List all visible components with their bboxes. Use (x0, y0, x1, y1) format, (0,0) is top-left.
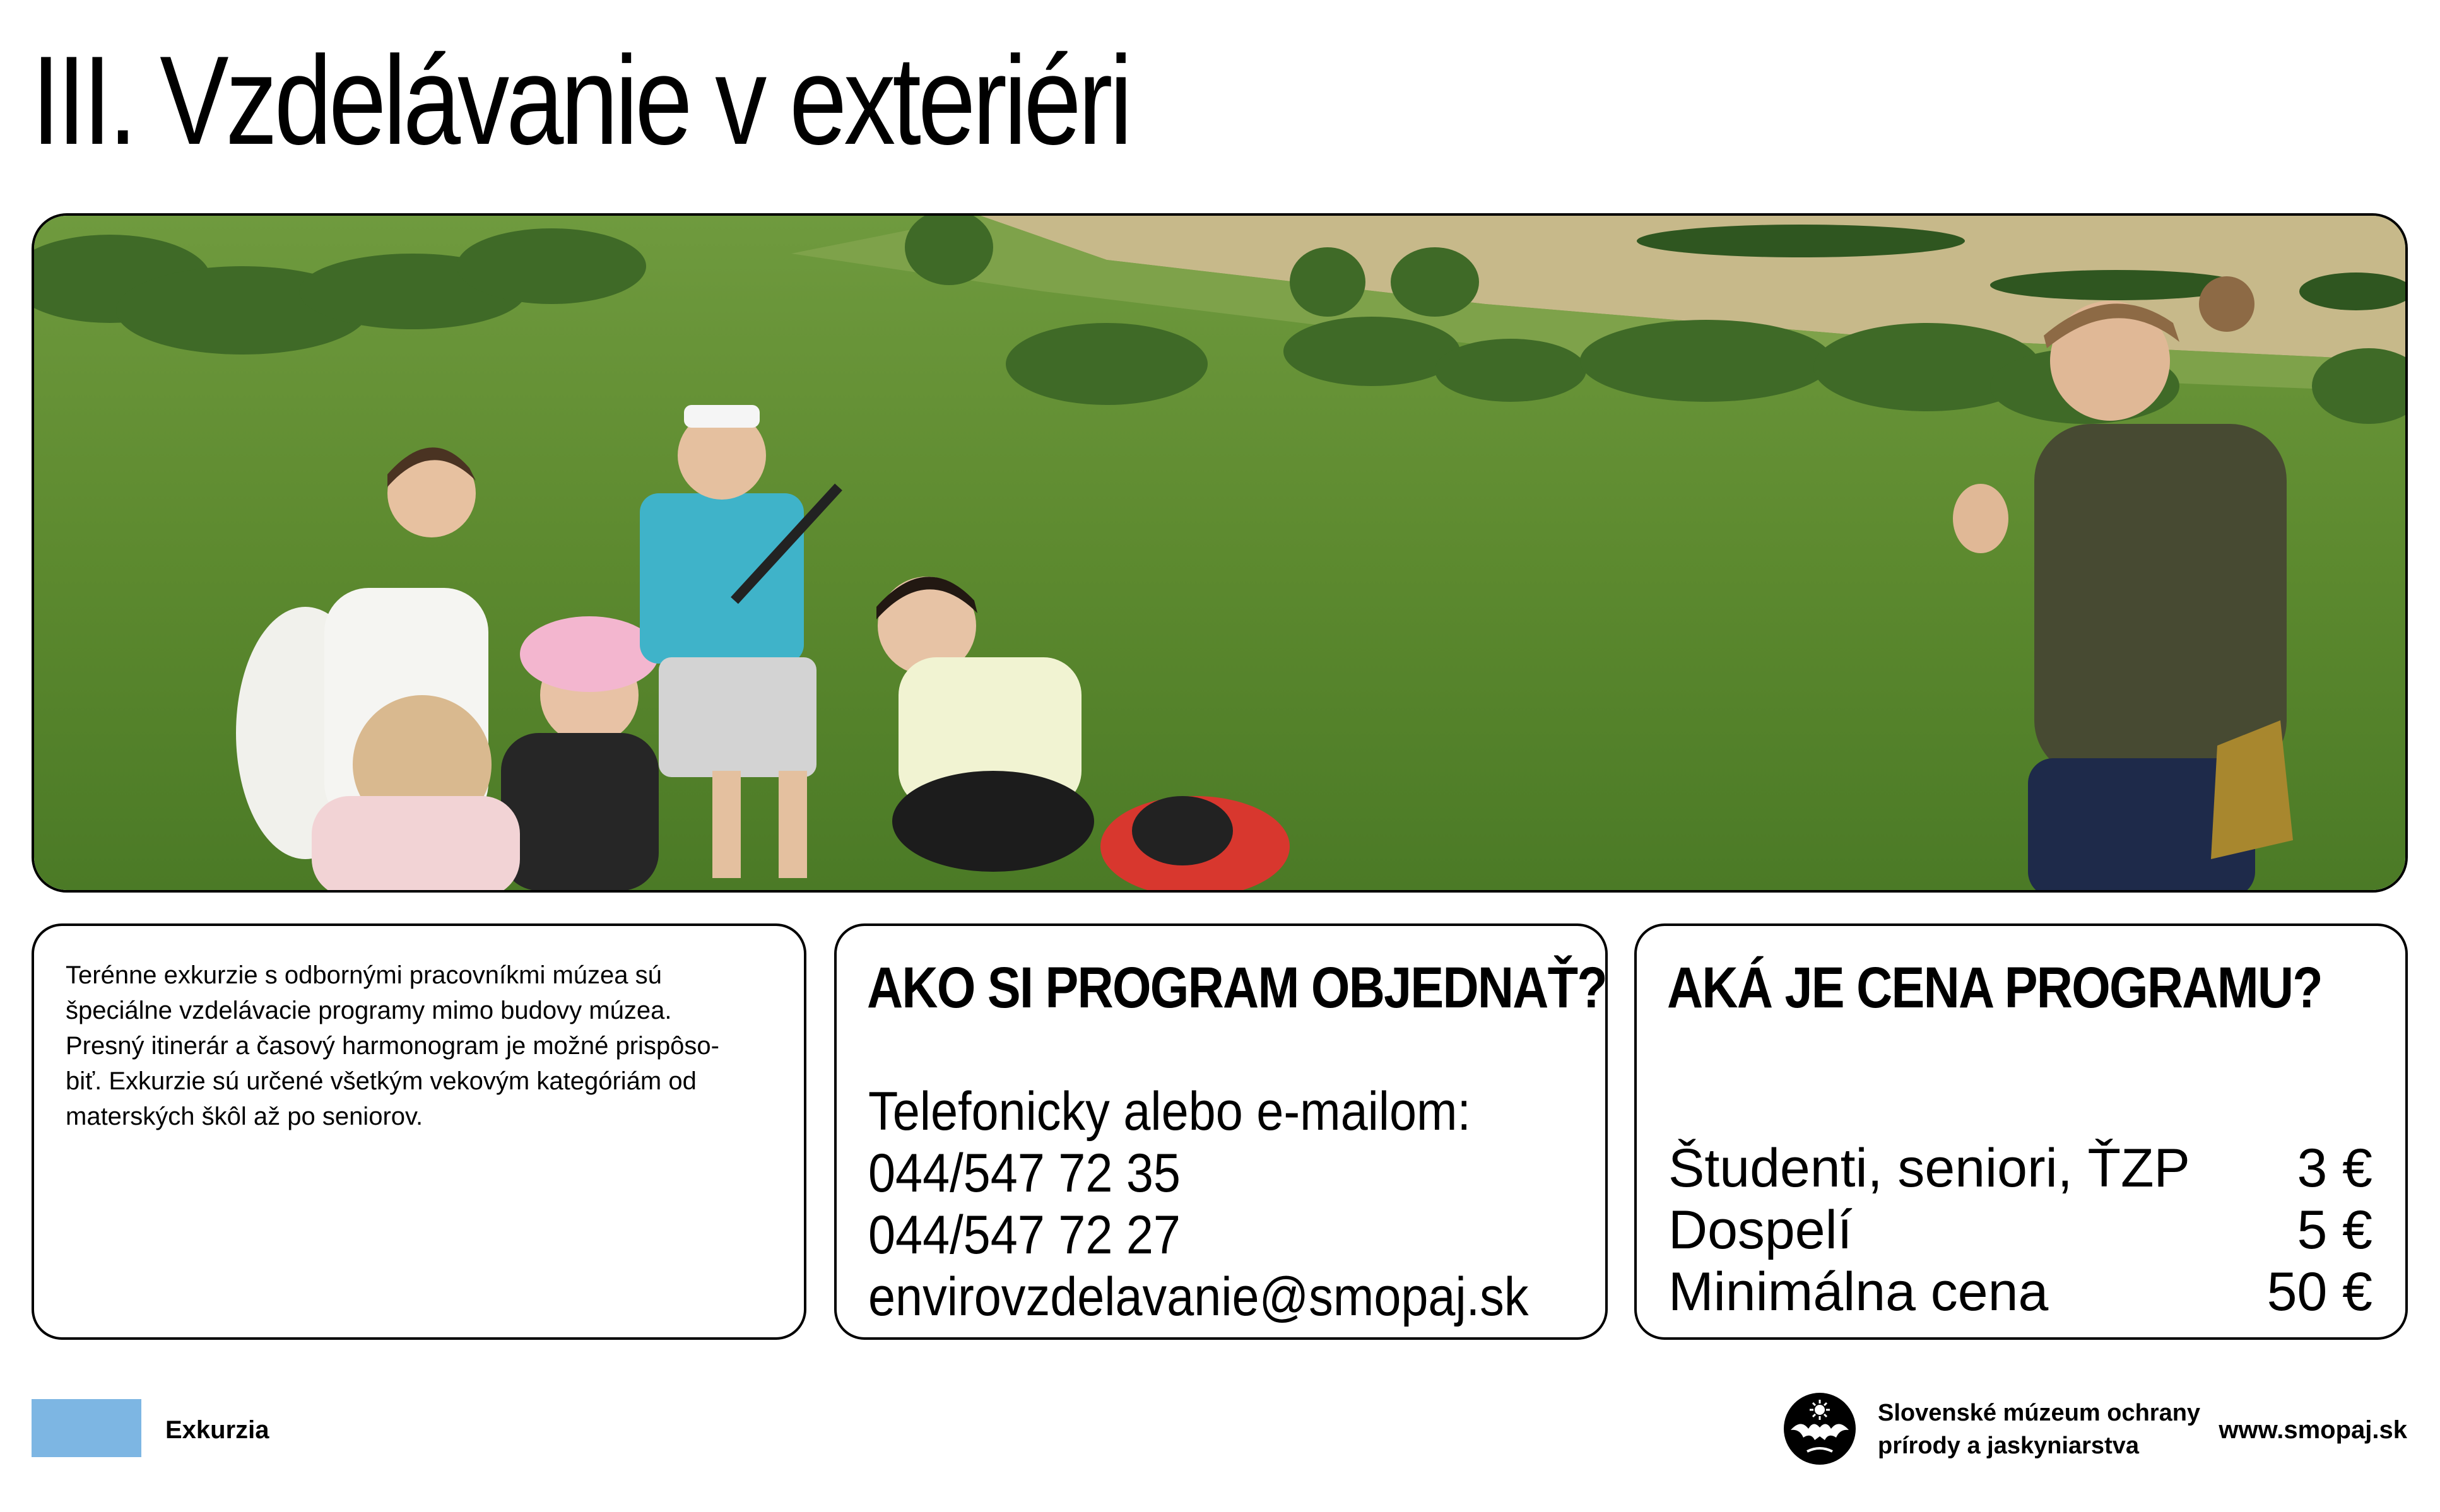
organization-name-line: prírody a jaskyniarstva (1878, 1433, 2139, 1459)
price-box (1634, 923, 2408, 1340)
contact-intro: Telefonicky alebo e-mailom: (868, 1081, 1471, 1142)
email-link[interactable]: envirovzdelavanie@smopaj.sk (868, 1267, 1529, 1327)
price-heading: AKÁ JE CENA PROGRAMU? (1667, 956, 2322, 1020)
category-color-swatch (32, 1399, 141, 1457)
description-box (32, 923, 806, 1340)
description-line: biť. Exkurzie sú určené všetkým vekovým kategóriám od (66, 1067, 697, 1095)
contact-info (868, 1081, 1602, 1328)
price-label: Minimálna cena (1668, 1262, 2049, 1322)
price-row (1668, 1199, 2372, 1261)
description-line: Presný itinerár a časový harmonogram je možné prispôso- (66, 1032, 719, 1060)
description-line: špeciálne vzdelávacie programy mimo budovy múzea. (66, 997, 672, 1024)
category-label: Exkurzia (165, 1416, 269, 1444)
price-value: 5 € (2297, 1200, 2372, 1260)
description-line: Terénne exkurzie s odbornými pracovníkmi múzea sú (66, 961, 662, 989)
page-title: III. Vzdelávanie v exteriéri (32, 30, 1130, 171)
price-label: Dospelí (1668, 1200, 1853, 1260)
description-line: materských škôl až po seniorov. (66, 1103, 423, 1130)
price-value: 50 € (2266, 1262, 2372, 1322)
price-value: 3 € (2297, 1138, 2372, 1198)
description-text (66, 958, 779, 1134)
order-box (834, 923, 1608, 1340)
order-heading: AKO SI PROGRAM OBJEDNAŤ? (867, 956, 1606, 1020)
price-list (1668, 1137, 2372, 1323)
price-label: Študenti, seniori, ŤZP (1668, 1138, 2190, 1198)
website-link[interactable]: www.smopaj.sk (2219, 1416, 2407, 1444)
bat-logo-icon (1782, 1391, 1858, 1467)
price-row (1668, 1137, 2372, 1199)
price-row (1668, 1261, 2372, 1323)
excursion-photo (32, 213, 2408, 893)
phone-number-1[interactable]: 044/547 72 35 (868, 1143, 1181, 1204)
organization-name-line: Slovenské múzeum ochrany (1878, 1400, 2201, 1426)
organization-name (1878, 1397, 2200, 1462)
phone-number-2[interactable]: 044/547 72 27 (868, 1205, 1181, 1265)
